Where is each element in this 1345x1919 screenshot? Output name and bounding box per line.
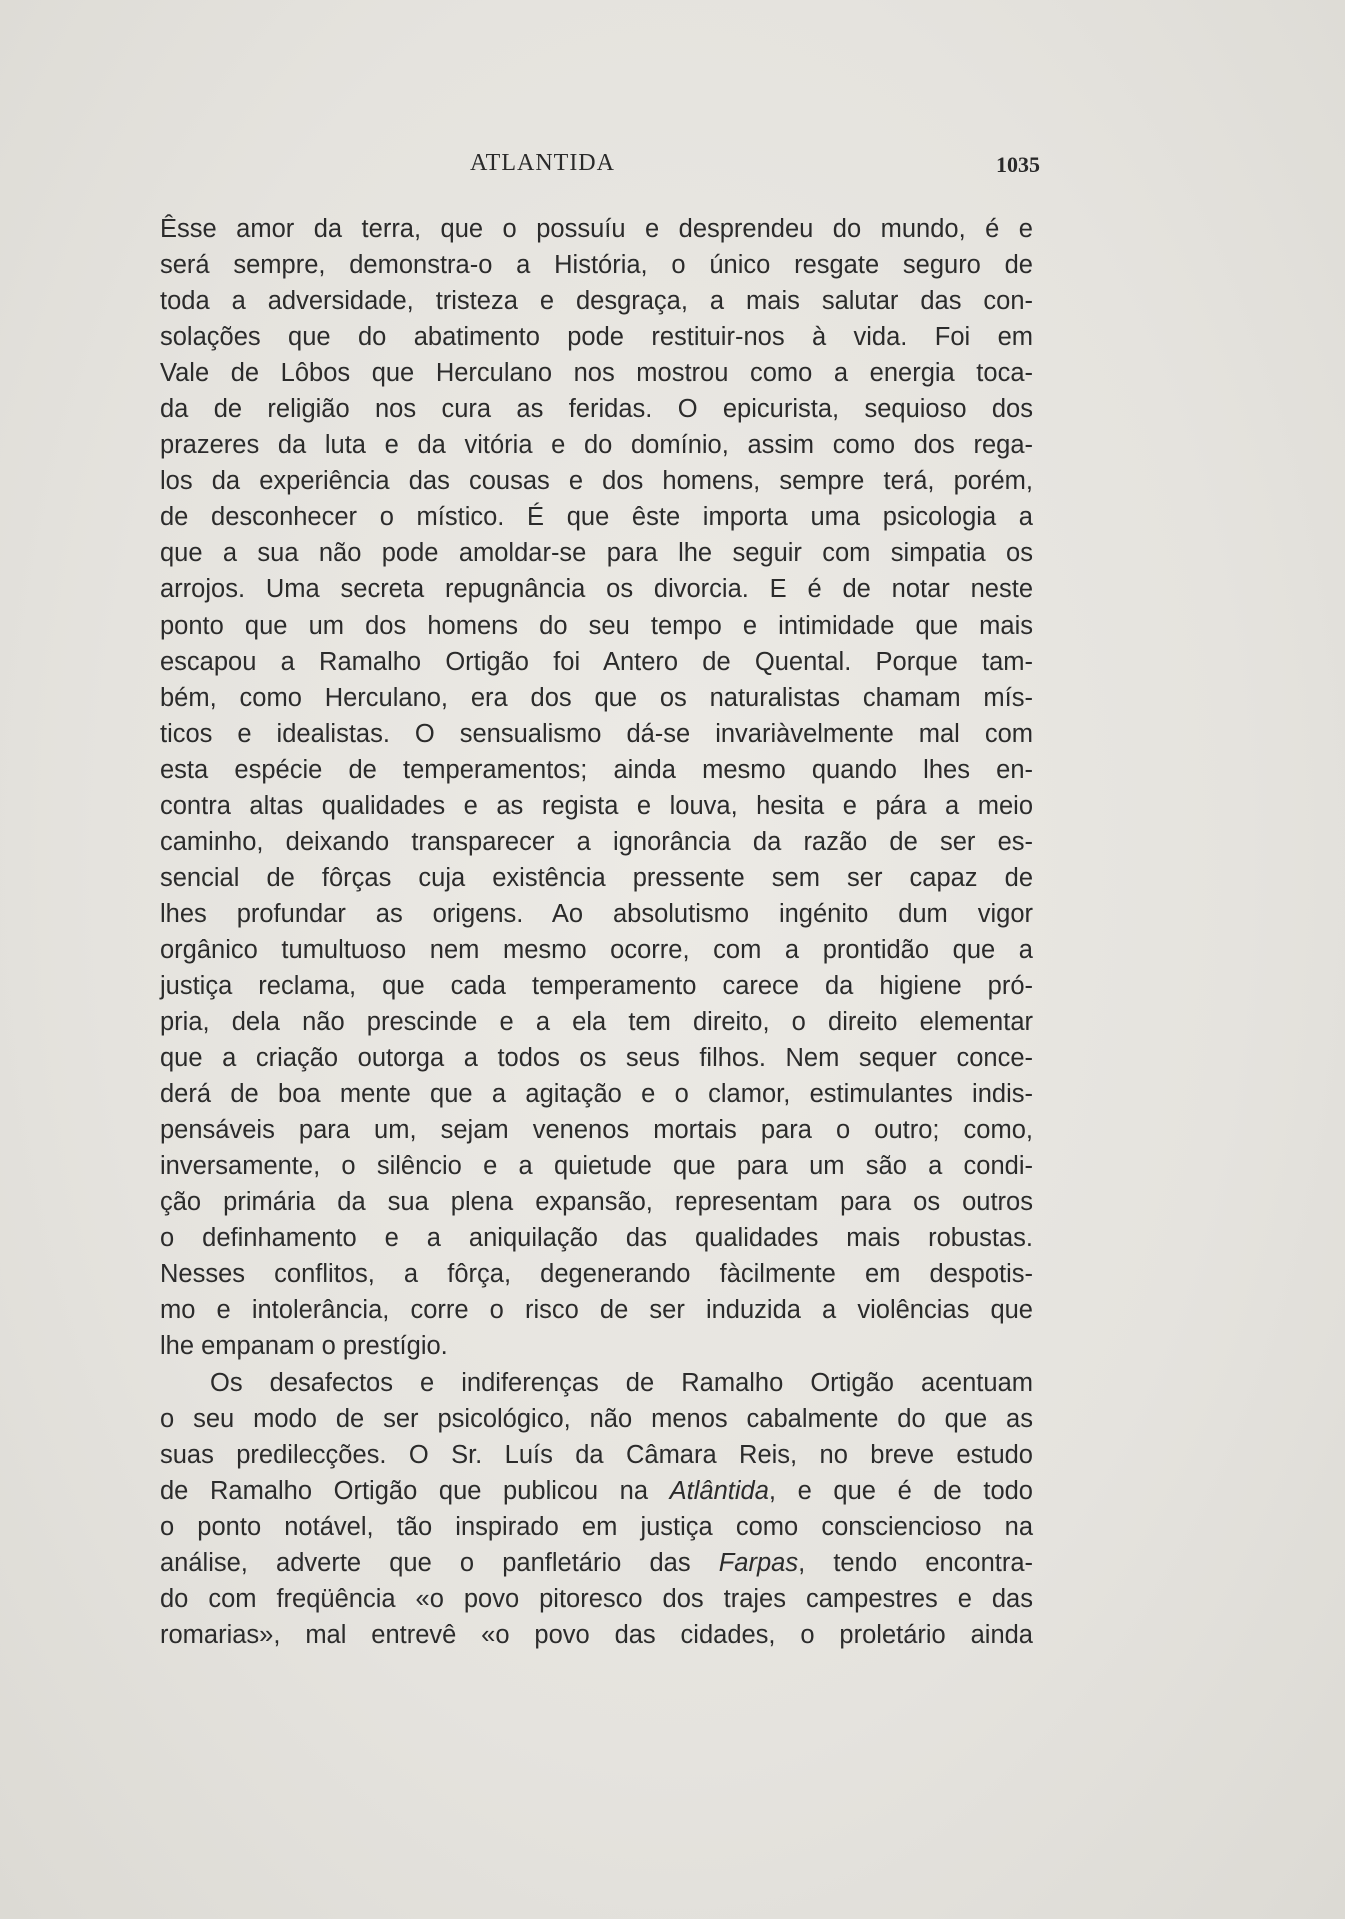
text-line: pensáveis para um, sejam venenos mortais para o outro; como,: [160, 1116, 1033, 1145]
text-line: toda a adversidade, tristeza e desgraça, a mais salutar das con-: [160, 287, 1033, 316]
text-line: ponto que um dos homens do seu tempo e intimidade que mais: [160, 611, 1033, 640]
text-line: da de religião nos cura as feridas. O epicurista, sequioso dos: [160, 395, 1033, 424]
text-line: bém, como Herculano, era dos que os naturalistas chamam mís-: [160, 683, 1033, 712]
body-text: [160, 211, 1033, 1653]
running-title: ATLANTIDA: [470, 150, 615, 176]
text-line: contra altas qualidades e as regista e louva, hesita e pára a meio: [160, 791, 1033, 820]
text-line: Nesses conflitos, a fôrça, degenerando fàcilmente em despotis-: [160, 1260, 1033, 1289]
text-line: lhes profundar as origens. Ao absolutismo ingénito dum vigor: [160, 899, 1033, 928]
page-number: 1035: [996, 152, 1040, 177]
text-line: orgânico tumultuoso nem mesmo ocorre, com a prontidão que a: [160, 935, 1033, 964]
text-line: caminho, deixando transparecer a ignorância da razão de ser es-: [160, 827, 1033, 856]
text-line: suas predilecções. O Sr. Luís da Câmara Reis, no breve estudo: [160, 1440, 1033, 1469]
text-line: inversamente, o silêncio e a quietude que para um são a condi-: [160, 1152, 1033, 1181]
text-line: romarias», mal entrevê «o povo das cidades, o proletário ainda: [160, 1620, 1033, 1649]
text-line: derá de boa mente que a agitação e o clamor, estimulantes indis-: [160, 1080, 1033, 1109]
text-line: de desconhecer o místico. É que êste importa uma psicologia a: [160, 503, 1033, 532]
text-line: que a criação outorga a todos os seus filhos. Nem sequer conce-: [160, 1044, 1033, 1073]
text-line: los da experiência das cousas e dos homens, sempre terá, porém,: [160, 467, 1033, 496]
text-line: solações que do abatimento pode restituir-nos à vida. Foi em: [160, 323, 1033, 352]
text-line: justiça reclama, que cada temperamento carece da higiene pró-: [160, 971, 1033, 1000]
text-line: lhe empanam o prestígio.: [160, 1332, 448, 1361]
text-line: prazeres da luta e da vitória e do domínio, assim como dos rega-: [160, 431, 1033, 460]
text-line: Vale de Lôbos que Herculano nos mostrou como a energia toca-: [160, 359, 1033, 388]
text-line: ção primária da sua plena expansão, representam para os outros: [160, 1188, 1033, 1217]
text-line: Os desafectos e indiferenças de Ramalho Ortigão acentuam: [210, 1368, 1033, 1397]
text-line: o seu modo de ser psicológico, não menos cabalmente do que as: [160, 1404, 1033, 1433]
text-line: pria, dela não prescinde e a ela tem direito, o direito elementar: [160, 1008, 1033, 1037]
text-line: sencial de fôrças cuja existência pressente sem ser capaz de: [160, 863, 1033, 892]
text-line: o definhamento e a aniquilação das qualidades mais robustas.: [160, 1224, 1033, 1253]
italic-title: Farpas: [718, 1548, 799, 1577]
text-line: esta espécie de temperamentos; ainda mesmo quando lhes en-: [160, 755, 1033, 784]
italic-title: Atlântida: [669, 1476, 769, 1505]
text-line: de Ramalho Ortigão que publicou na Atlântida, e que é de todo: [160, 1476, 1033, 1505]
text-line: ticos e idealistas. O sensualismo dá-se invariàvelmente mal com: [160, 719, 1033, 748]
text-line: escapou a Ramalho Ortigão foi Antero de Quental. Porque tam-: [160, 647, 1033, 676]
page-header: [160, 150, 1040, 186]
text-line: será sempre, demonstra-o a História, o único resgate seguro de: [160, 251, 1033, 280]
text-line: mo e intolerância, corre o risco de ser induzida a violências que: [160, 1296, 1033, 1325]
text-line: análise, adverte que o panfletário das Farpas, tendo encontra-: [160, 1548, 1033, 1577]
text-line: arrojos. Uma secreta repugnância os divorcia. E é de notar neste: [160, 575, 1033, 604]
text-line: do com freqüência «o povo pitoresco dos trajes campestres e das: [160, 1584, 1033, 1613]
text-line: que a sua não pode amoldar-se para lhe seguir com simpatia os: [160, 539, 1033, 568]
text-line: Êsse amor da terra, que o possuíu e desprendeu do mundo, é e: [160, 215, 1033, 243]
text-line: o ponto notável, tão inspirado em justiça como consciencioso na: [160, 1512, 1033, 1541]
